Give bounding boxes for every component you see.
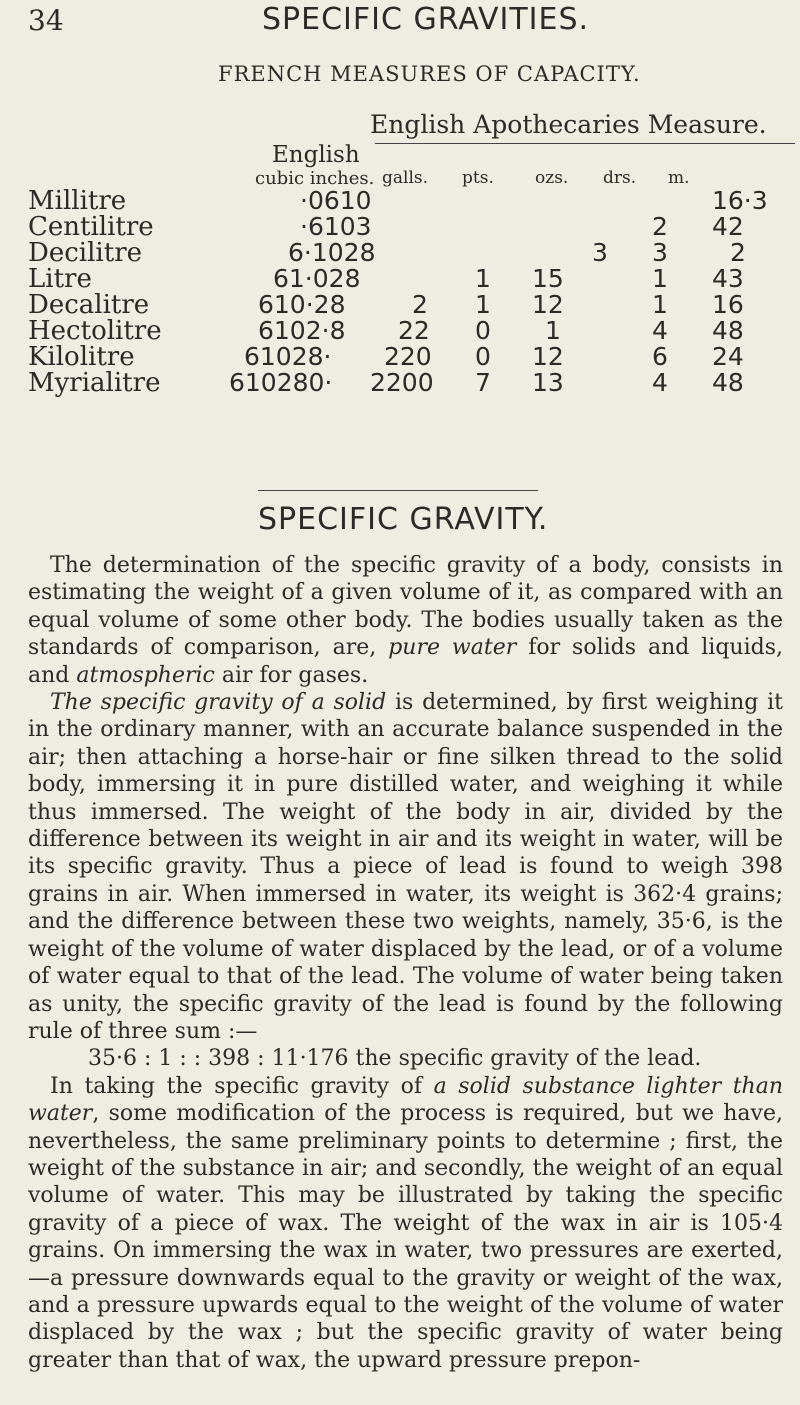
minims-value: 48 xyxy=(712,316,744,345)
emphasis: a solid substance lighter than water xyxy=(28,1073,783,1127)
cubic-value: 6102·8 xyxy=(258,316,346,345)
drachms-value: 1 xyxy=(652,290,668,319)
paragraph xyxy=(28,689,783,1045)
row-name: Myrialitre xyxy=(28,368,161,398)
minims-value: 24 xyxy=(712,342,744,371)
capacity-table xyxy=(0,0,800,398)
minims-value: 16 xyxy=(712,290,744,319)
formula: 35·6 : 1 : : 398 : 11·176 the specific gravity of the lead. xyxy=(88,1046,702,1072)
text-run: for solids and liquids, and xyxy=(28,635,784,688)
body-text xyxy=(28,552,783,1374)
ounces-value: 12 xyxy=(532,342,564,371)
text-run: , some modification of the process is required, but we have, nevertheless, the same preliminary points to determine ; first, the weight of the substance in air; and secondly, the weight of an equal volume of water. This may be illustrated by taking the specific gravity of a piece of wax. The weight of the wax in air is 105·4 grains. On immersing the wax in water, two pressures are exerted,—a pressure downwards equal to the gravity or weight of the wax, and a pressure upwards equal to the weight of the volume of water displaced by the wax ; but the specific gravity of water being greater than that of wax, the upward pressure prepon- xyxy=(28,1101,783,1373)
unit-m: m. xyxy=(668,168,690,188)
page-number: 34 xyxy=(28,4,64,37)
cubic-value: ·0610 xyxy=(300,186,372,215)
pints-value: 7 xyxy=(475,368,491,397)
gallons-value: 220 xyxy=(384,342,432,371)
row-name: Millitre xyxy=(28,186,127,216)
apothecaries-heading: English Apothecaries Measure. xyxy=(370,110,767,139)
minims-value: 2 xyxy=(730,238,746,267)
gallons-value: 2 xyxy=(412,290,428,319)
cubic-value: 610·28 xyxy=(258,290,346,319)
drachms-value: 4 xyxy=(652,368,668,397)
english-heading: English xyxy=(272,142,360,168)
cubic-value: 6·1028 xyxy=(288,238,376,267)
table-title: FRENCH MEASURES OF CAPACITY. xyxy=(218,62,641,86)
row-name: Kilolitre xyxy=(28,342,135,372)
paragraph xyxy=(28,552,783,689)
unit-ozs: ozs. xyxy=(535,168,569,188)
ounces-value: 1 xyxy=(545,316,561,345)
minims-value: 16·3 xyxy=(712,186,768,215)
section-title: SPECIFIC GRAVITY. xyxy=(258,502,549,537)
minims-value: 48 xyxy=(712,368,744,397)
cubic-value: 61·028 xyxy=(273,264,361,293)
pints-value: 0 xyxy=(475,342,491,371)
unit-drs: drs. xyxy=(603,168,637,188)
emphasis: pure water xyxy=(388,635,517,661)
emphasis: The specific gravity of a solid xyxy=(50,690,387,716)
drachms-value: 4 xyxy=(652,316,668,345)
paragraph xyxy=(28,1073,783,1374)
drachms-value: 3 xyxy=(652,238,668,267)
cubic-value: 61028· xyxy=(244,342,332,371)
ounces-value: 12 xyxy=(532,290,564,319)
row-name: Centilitre xyxy=(28,212,154,242)
minims-value: 42 xyxy=(712,212,744,241)
gallons-value: 22 xyxy=(398,316,430,345)
text-run: The determination of the specific gravity of a body, consists in estimating the weight of a given volume of it, as compared with an equal volume of some other body. The bodies usually taken as the standards of comparison, are, xyxy=(28,553,783,661)
gallons-value: 2200 xyxy=(370,368,434,397)
unit-galls: galls. xyxy=(382,168,429,188)
unit-pts: pts. xyxy=(462,168,494,188)
drachms-value: 6 xyxy=(652,342,668,371)
row-name: Decalitre xyxy=(28,290,150,320)
text-run: air for gases. xyxy=(214,662,369,688)
row-name: Decilitre xyxy=(28,238,143,268)
running-head: SPECIFIC GRAVITIES. xyxy=(262,2,590,37)
ounces-value: 15 xyxy=(532,264,564,293)
minims-value: 43 xyxy=(712,264,744,293)
ounces-value: 3 xyxy=(592,238,608,267)
cubic-inches-heading: cubic inches. xyxy=(255,168,375,189)
drachms-value: 2 xyxy=(652,212,668,241)
cubic-value: 610280· xyxy=(229,368,333,397)
text-run: is determined, by first weighing it in the ordinary manner, with an accurate balance suspended in the air; then attaching a horse-hair or fine silken thread to the solid body, immersing it in pure distilled water, and weighing it while thus immersed. The weight of the body in air, divided by the difference between its weight in air and its weight in water, will be its specific gravity. Thus a piece of lead is found to weigh 398 grains in air. When immersed in water, its weight is 362·4 grains; and the difference between these two weights, namely, 35·6, is the weight of the volume of water displaced by the lead, or of a volume of water equal to that of the lead. The volume of water being taken as unity, the specific gravity of the lead is found by the following rule of three sum :— xyxy=(28,690,783,1044)
cubic-value: ·6103 xyxy=(300,212,372,241)
row-name: Litre xyxy=(28,264,92,294)
pints-value: 0 xyxy=(475,316,491,345)
text-run: In taking the specific gravity of xyxy=(50,1073,434,1099)
drachms-value: 1 xyxy=(652,264,668,293)
column-brace xyxy=(375,143,795,156)
pints-value: 1 xyxy=(475,290,491,319)
ounces-value: 13 xyxy=(532,368,564,397)
row-name: Hectolitre xyxy=(28,316,162,346)
section-rule xyxy=(258,490,538,491)
emphasis: atmospheric xyxy=(76,662,215,688)
pints-value: 1 xyxy=(475,264,491,293)
